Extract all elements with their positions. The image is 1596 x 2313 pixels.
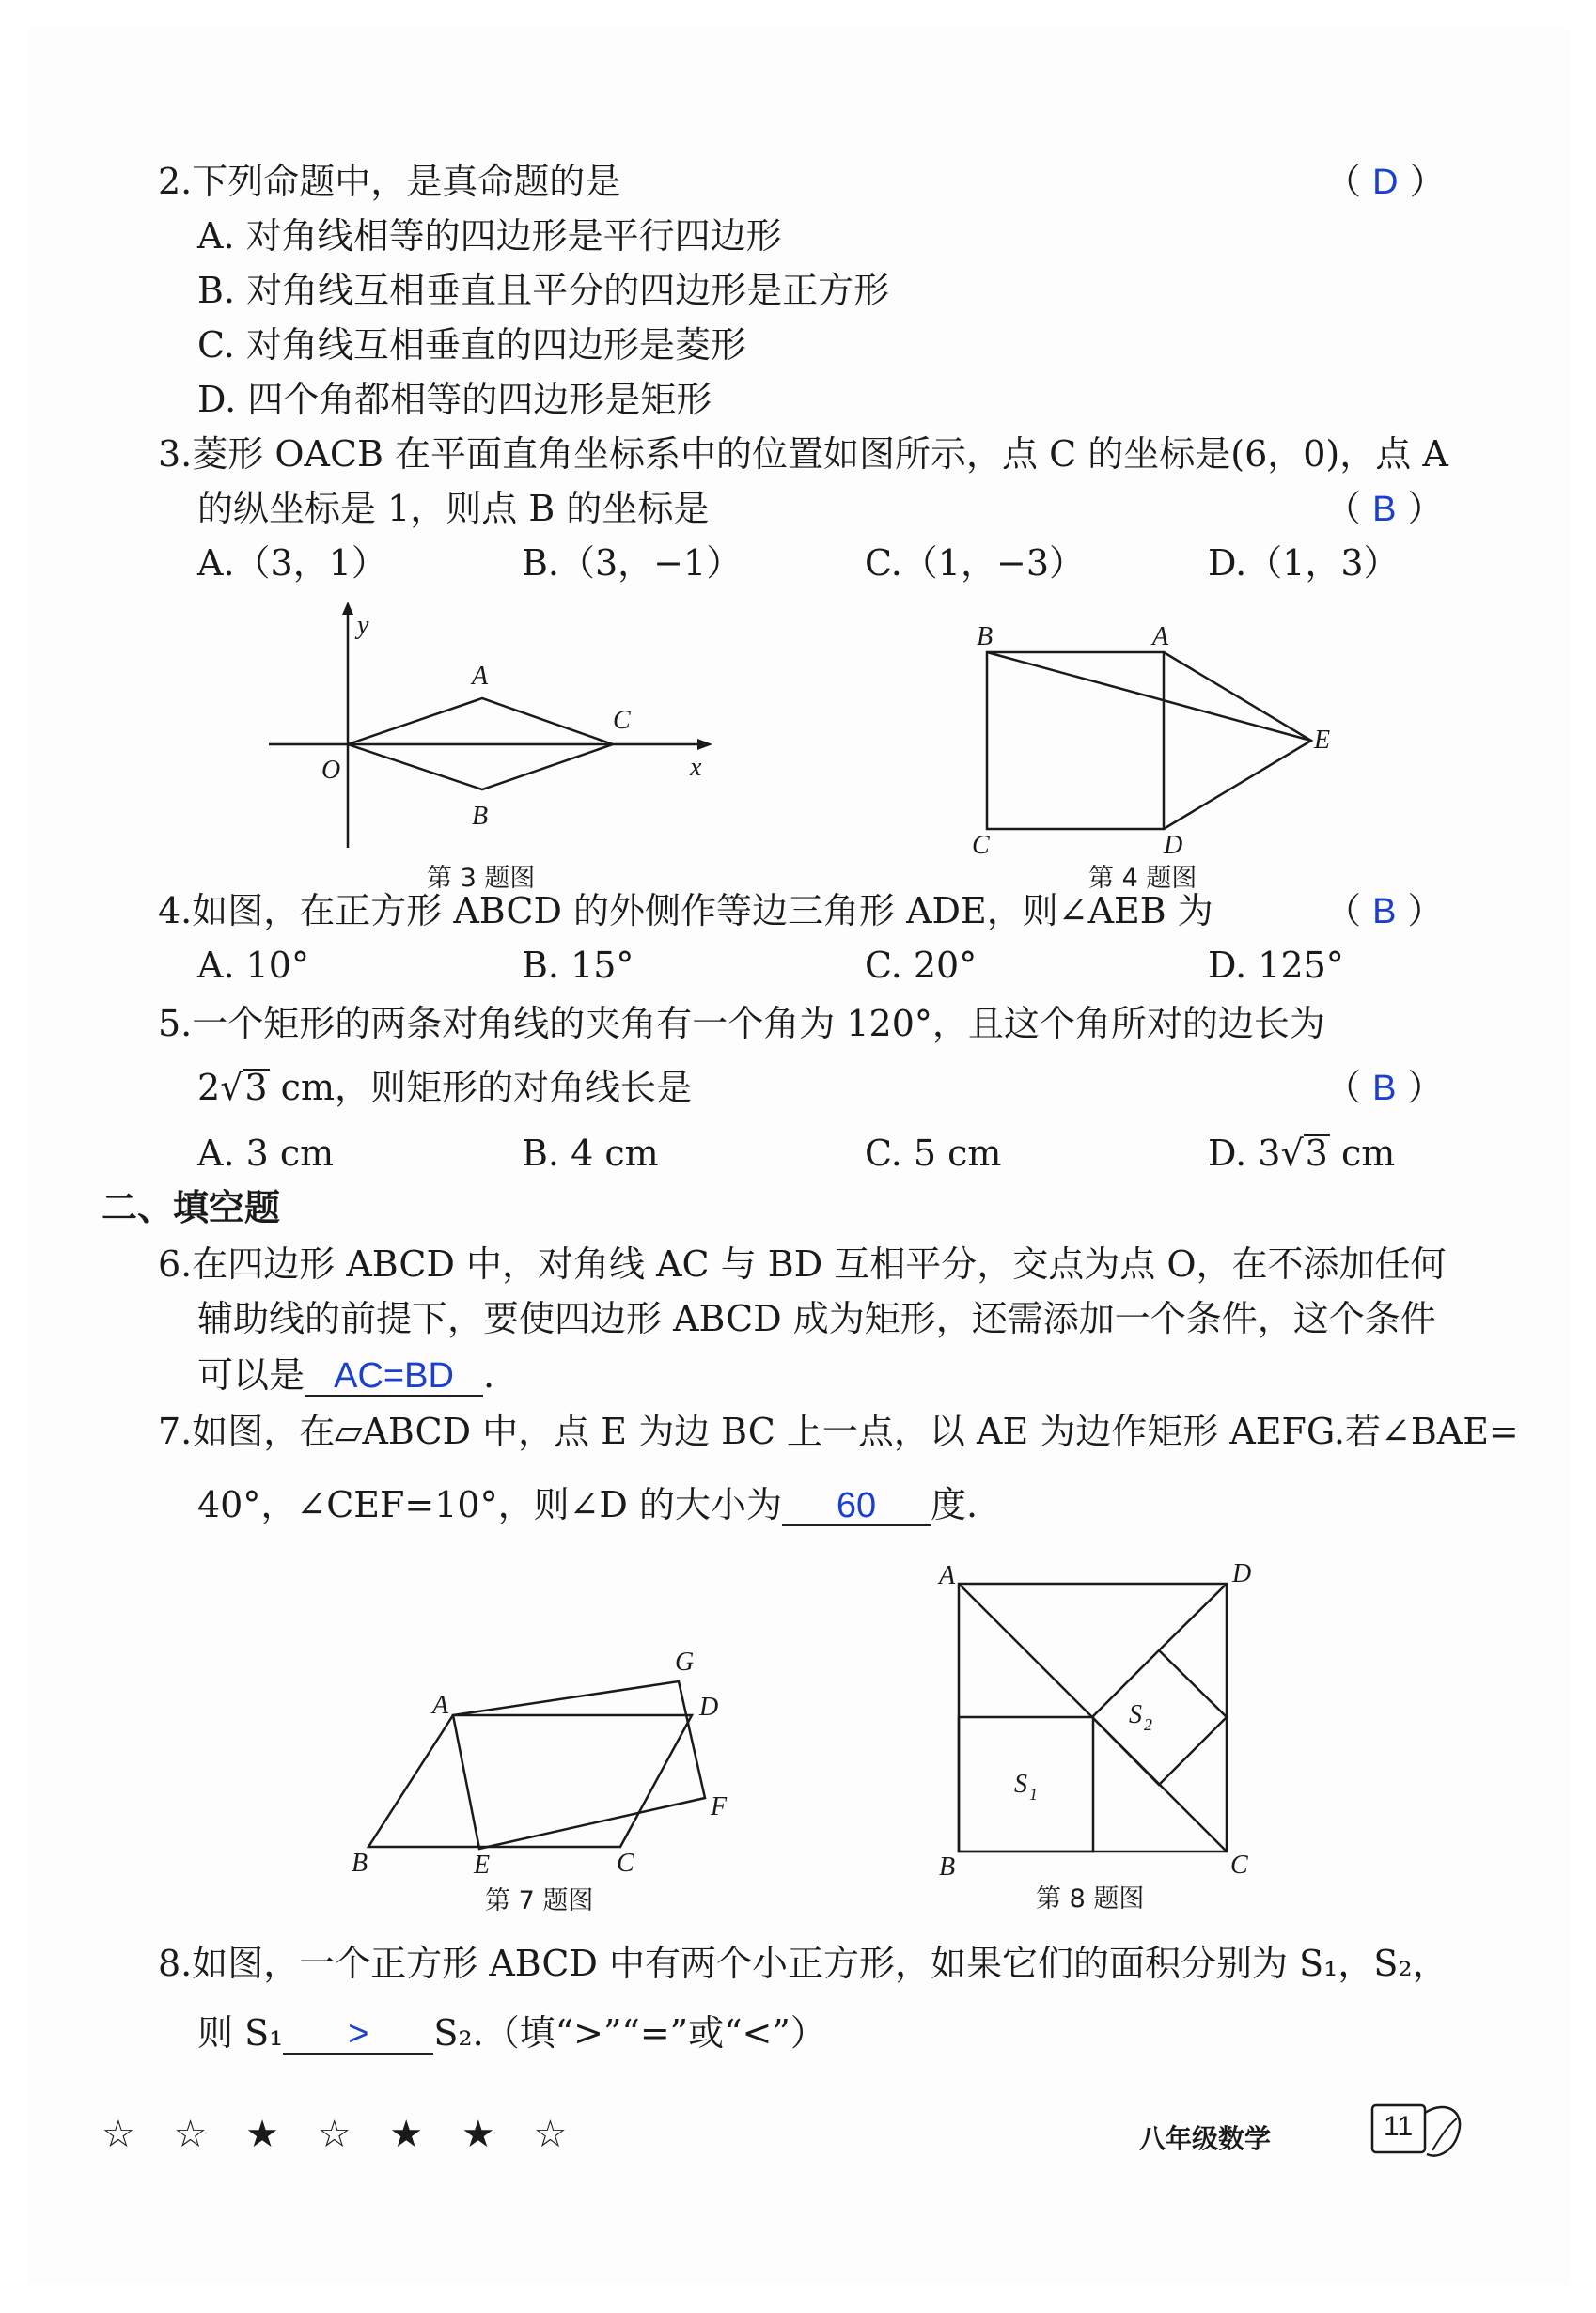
parallelogram-abcd: [368, 1715, 692, 1847]
fig7-label-b: B: [352, 1849, 368, 1878]
q5-radicand: 3: [244, 1067, 268, 1108]
fig3-label-y: y: [357, 611, 369, 640]
fig7-label-a: A: [432, 1691, 449, 1720]
q4-option-b: B. 15°: [522, 945, 634, 986]
q5-stem-line1: 5.一个矩形的两条对角线的夹角有一个角为 120°，且这个角所对的边长为: [158, 1003, 1325, 1044]
fig7-label-f: F: [711, 1792, 728, 1821]
q6-line3: [197, 1353, 494, 1397]
fig3-label-c: C: [613, 706, 631, 735]
q3-stem-line1: 3.菱形 OACB 在平面直角坐标系中的位置如图所示，点 C 的坐标是(6，0)，点 A: [158, 433, 1448, 475]
fig7-label-d: D: [699, 1693, 719, 1722]
section-fill-in-blank-title: 二、填空题: [102, 1187, 281, 1228]
q7-answer-blank: 60: [782, 1487, 931, 1526]
q5-option-b: B. 4 cm: [522, 1133, 659, 1174]
q2-answer: D: [1372, 163, 1399, 202]
figure-7-parallelogram-rectangle: [348, 1631, 743, 1880]
page-number-leaf-icon: [1367, 2094, 1470, 2169]
q5-option-d-unit: cm: [1329, 1133, 1396, 1174]
q5-stem-rest: cm，则矩形的对角线长是: [269, 1067, 692, 1108]
q7-line1: 7.如图，在▱ABCD 中，点 E 为边 BC 上一点，以 AE 为边作矩形 AEFG.若∠BAE=: [158, 1411, 1519, 1452]
fig4-label-d: D: [1164, 831, 1183, 860]
q3-option-d: D.（1，3）: [1208, 542, 1400, 584]
q3-option-c: C.（1，−3）: [865, 542, 1085, 584]
s2-top-line: [1159, 1584, 1227, 1650]
rectangle-aefg: [453, 1681, 705, 1849]
q5-option-a: A. 3 cm: [197, 1133, 335, 1174]
footer-stars-decoration: ☆ ☆ ★ ☆ ★ ★ ☆: [102, 2113, 581, 2156]
figure-7-caption: 第 7 题图: [485, 1886, 594, 1915]
q4-answer: B: [1372, 892, 1397, 931]
fig8-label-d: D: [1232, 1559, 1252, 1588]
q7-line2: [197, 1483, 978, 1526]
q5-stem-line2: 2√3 cm，则矩形的对角线长是: [197, 1067, 692, 1108]
q5-option-d: D. 3√3 cm: [1208, 1133, 1396, 1174]
fig4-label-b: B: [977, 622, 994, 651]
fig4-label-e: E: [1314, 726, 1331, 755]
fig3-label-a: A: [472, 662, 489, 691]
q3-option-a: A.（3，1）: [197, 542, 387, 584]
q2-answer-bracket: （ D ）: [1325, 161, 1446, 202]
figure-8-square-with-inner-squares: [926, 1555, 1255, 1880]
fig4-label-a: A: [1152, 622, 1169, 651]
q6-line2: 辅助线的前提下，要使四边形 ABCD 成为矩形，还需添加一个条件，这个条件: [197, 1298, 1436, 1339]
q3-option-b: B.（3，−1）: [522, 542, 743, 584]
q2-option-b: B. 对角线互相垂直且平分的四边形是正方形: [197, 270, 890, 311]
q8-line2-end: S₂.（填“>”“=”或“<”）: [433, 2012, 826, 2054]
q5-option-d-radicand: 3: [1305, 1133, 1328, 1174]
segment-be: [987, 652, 1311, 741]
q8-answer-blank: >: [283, 2015, 433, 2055]
fig3-label-x: x: [690, 753, 702, 782]
fig7-label-e: E: [474, 1851, 491, 1880]
square-abcd: [987, 652, 1164, 829]
q2-stem: 2.下列命题中，是真命题的是: [158, 161, 621, 202]
fig3-label-b: B: [472, 802, 489, 831]
q7-line2-text: 40°，∠CEF=10°，则∠D 的大小为: [197, 1484, 782, 1525]
fig8-label-s1-sub: 1: [1029, 1785, 1038, 1804]
fig3-label-o: O: [321, 756, 341, 785]
fig7-label-g: G: [675, 1648, 695, 1677]
x-axis-arrow-icon: [697, 739, 712, 750]
q8-line1: 8.如图，一个正方形 ABCD 中有两个小正方形，如果它们的面积分别为 S₁，S₂，: [158, 1943, 1448, 1984]
figure-3-rhombus-coordinate: [263, 602, 714, 855]
fig8-label-s1: S: [1014, 1770, 1027, 1799]
q5-coef: 2: [197, 1067, 221, 1108]
fig8-label-a: A: [939, 1561, 956, 1590]
figure-3-caption: 第 3 题图: [427, 864, 536, 893]
q6-line1: 6.在四边形 ABCD 中，对角线 AC 与 BD 互相平分，交点为点 O，在不添加任何: [158, 1243, 1447, 1285]
q4-option-c: C. 20°: [865, 945, 978, 986]
q4-answer-bracket: （ B ）: [1325, 890, 1444, 931]
q4-option-a: A. 10°: [197, 945, 309, 986]
q2-option-d: D. 四个角都相等的四边形是矩形: [197, 379, 712, 420]
q2-option-c: C. 对角线互相垂直的四边形是菱形: [197, 324, 746, 366]
q2-option-a: A. 对角线相等的四边形是平行四边形: [197, 215, 782, 257]
q8-line2-text: 则 S₁: [197, 2012, 284, 2054]
q4-stem: 4.如图，在正方形 ABCD 的外侧作等边三角形 ADE，则∠AEB 为: [158, 890, 1213, 931]
small-square-s2: [1092, 1650, 1227, 1785]
y-axis-arrow-icon: [342, 602, 353, 615]
fig8-label-s2: S: [1129, 1700, 1142, 1729]
fig8-label-b: B: [939, 1852, 956, 1882]
fig7-label-c: C: [617, 1849, 634, 1878]
triangle-ade: [1164, 652, 1311, 829]
fig8-label-s2-sub: 2: [1144, 1715, 1152, 1734]
fig4-label-c: C: [972, 831, 990, 860]
figure-4-caption: 第 4 题图: [1088, 864, 1197, 893]
q6-line3-text: 可以是: [197, 1354, 305, 1396]
footer-subject: 八年级数学: [1139, 2123, 1272, 2154]
q3-answer: B: [1372, 490, 1397, 529]
q5-option-c: C. 5 cm: [865, 1133, 1002, 1174]
q5-answer: B: [1372, 1069, 1397, 1108]
q8-line2: [197, 2011, 826, 2055]
figure-8-caption: 第 8 题图: [1036, 1884, 1145, 1914]
figure-4-square-triangle: [949, 620, 1344, 860]
q3-stem-line2: 的纵坐标是 1，则点 B 的坐标是: [197, 488, 710, 529]
q6-line3-end: .: [483, 1354, 495, 1396]
q6-answer-blank: AC=BD: [305, 1357, 483, 1397]
q5-option-d-coef: D. 3: [1208, 1133, 1281, 1174]
q3-answer-bracket: （ B ）: [1325, 488, 1444, 529]
q4-option-d: D. 125°: [1208, 945, 1344, 986]
q5-answer-bracket: （ B ）: [1325, 1067, 1444, 1108]
fig8-label-c: C: [1230, 1851, 1248, 1880]
page-number: 11: [1384, 2111, 1414, 2142]
q7-line2-end: 度.: [930, 1484, 978, 1525]
